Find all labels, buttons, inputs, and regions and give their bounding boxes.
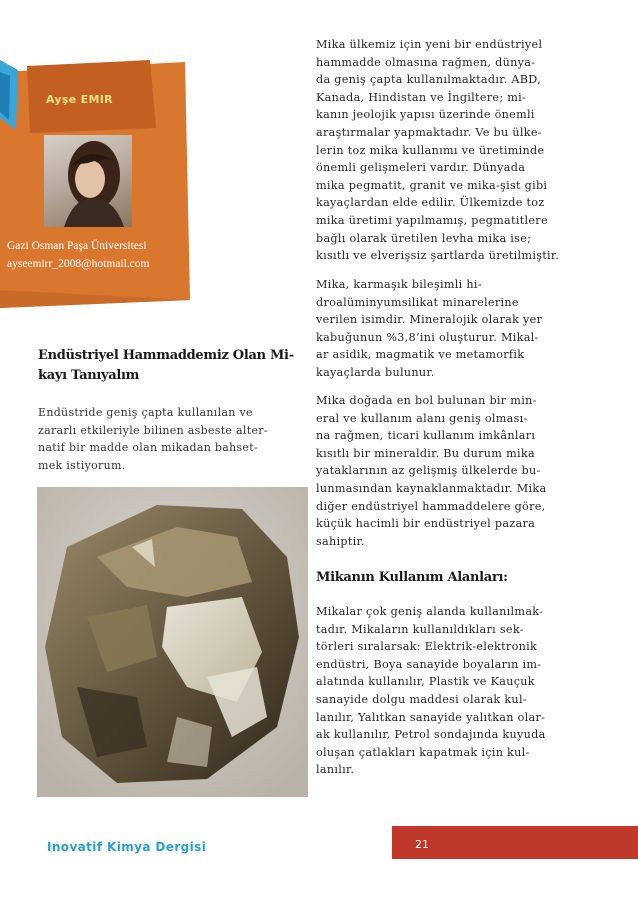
magazine-name: Inovatif Kimya Dergisi [47, 840, 207, 854]
text-line: ak kullanılır, Petrol sondajında kuyuda [316, 728, 546, 742]
text-line: hammadde olmasına rağmen, dünya- [316, 55, 536, 69]
text-line: lerin toz mika kullanımı ve üretiminde [316, 143, 545, 157]
text-line: lanılır. [316, 763, 355, 777]
text-line: kanın jeolojik yapısı üzerinde önemli [316, 108, 535, 122]
text-line: endüstri, Boya sanayide boyaların im- [316, 657, 542, 671]
text-line: Mika doğada en bol bulunan bir min- [316, 394, 537, 407]
title-line: Endüstriyel Hammaddemiz Olan Mi- [38, 348, 294, 363]
university-name: Gazi Osman Paşa Üniversitesi [7, 240, 147, 252]
text-line: törleri sıralarsak: Elektrik-elektronik [316, 640, 538, 654]
title-line: kayı Tanıyalım [38, 368, 140, 383]
text-line: lanılır, Yalıtkan sanayide yalıtkan olar- [316, 710, 546, 724]
article-intro [38, 404, 304, 475]
text-line: kısıtlı ve elverişsiz şartlarda üretilmiştir. [316, 249, 560, 263]
author-name: Ayşe EMIR [46, 93, 113, 106]
text-line: bağlı olarak üretilen levha mika ise; [316, 231, 532, 245]
page-number: 21 [415, 838, 429, 851]
text-line: droalüminyumsilikat minarelerine [316, 295, 519, 309]
text-line: mika üretimi yapılmamış, pegmatitlere [316, 213, 548, 227]
text-line: mika pegmatit, granit ve mika-şist gibi [316, 178, 548, 192]
text-line: Mika, karmaşık bileşimli hi- [316, 278, 482, 291]
text-line: küçük hacimli bir endüstriyel pazara [316, 517, 536, 531]
text-line: na rağmen, ticari kullanım imkânları [316, 429, 536, 443]
text-line: diğer endüstriyel hammaddelere göre, [316, 499, 546, 513]
text-line: araştırmalar yapmaktadır. Ve bu ülke- [316, 125, 542, 139]
text-line: tadır. Mikaların kullanıldıkları sek- [316, 622, 524, 636]
text-line: Mika ülkemiz için yeni bir endüstriyel [316, 38, 543, 51]
intro-line: Endüstride geniş çapta kullanılan ve [38, 406, 253, 419]
author-affiliation [7, 237, 182, 273]
intro-line: zararlı etkileriyle bilinen asbeste alter- [38, 423, 268, 437]
author-email: ayseemirr_2008@hotmail.com [7, 258, 150, 270]
paragraph-3 [316, 392, 608, 550]
text-line: yataklarının az gelişmiş ülkelerde bu- [316, 464, 541, 478]
text-line: kabuğunun %3,8’ini oluşturur. Mikal- [316, 330, 539, 344]
text-line: kayaçlardan elde edilir. Ülkemizde toz [316, 196, 545, 210]
text-line: kayaçlarda bulunur. [316, 365, 435, 379]
article-title [38, 346, 308, 386]
paragraph-1 [316, 36, 608, 265]
text-line: önemli gelişmeleri vardır. Dünyada [316, 161, 526, 175]
text-line: eral ve kullanım alanı geniş olması- [316, 411, 528, 425]
section-subheading: Mikanın Kullanım Alanları: [316, 570, 508, 585]
mica-mineral-photo [37, 487, 308, 797]
text-line: kısıtlı bir mineraldir. Bu durum mika [316, 446, 535, 460]
text-line: Kanada, Hindistan ve İngiltere; mi- [316, 90, 527, 104]
text-line: verilen isimdir. Mineralojik olarak yer [316, 313, 543, 327]
author-panel [0, 0, 200, 310]
text-line: lunmasından kaynaklanmaktadır. Mika [316, 481, 547, 495]
text-line: da geniş çapta kullanılmaktadır. ABD, [316, 73, 541, 87]
paragraph-2 [316, 276, 608, 382]
intro-line: natif bir madde olan mikadan bahset- [38, 441, 258, 455]
intro-line: mek istiyorum. [38, 459, 126, 473]
text-line: oluşan çatlakları kapatmak için kul- [316, 745, 530, 759]
text-line: sanayide dolgu maddesi olarak kul- [316, 692, 527, 706]
text-line: alatında kullanılır, Plastik ve Kauçuk [316, 675, 535, 689]
paragraph-4 [316, 603, 608, 779]
text-line: ar asidik, magmatik ve metamorfik [316, 348, 525, 362]
author-photo [44, 135, 132, 227]
text-line: Mikalar çok geniş alanda kullanılmak- [316, 605, 544, 618]
text-line: sahiptir. [316, 534, 365, 548]
